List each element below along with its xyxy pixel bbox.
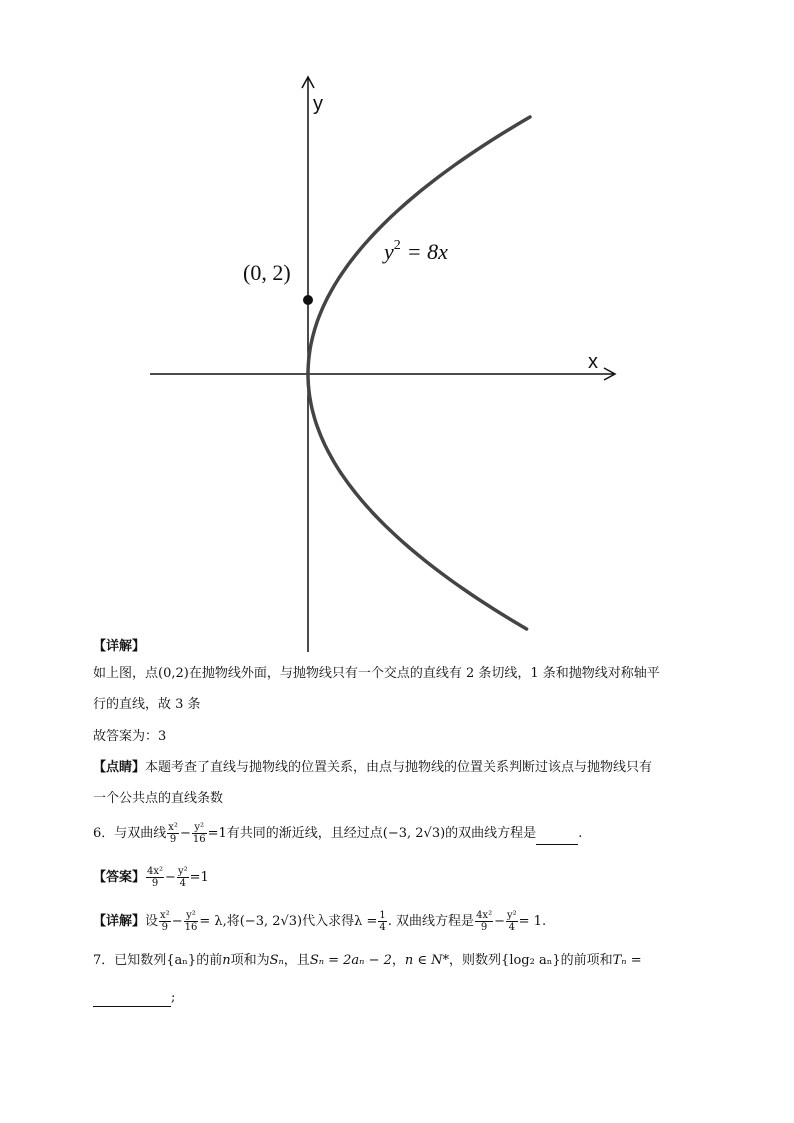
q7-end: ; <box>171 990 176 1005</box>
q7-text1: 7．已知数列 <box>93 953 167 968</box>
x-axis-label: x <box>588 351 598 373</box>
d6-fraction-2 <box>184 910 199 933</box>
a6-f2-num: y² <box>177 866 188 877</box>
comment-tag: 【点睛】 <box>93 760 146 775</box>
detail6-tag: 【详解】 <box>93 914 146 929</box>
d6-g1-den: 9 <box>480 922 488 933</box>
d6-f2-num: y² <box>184 910 199 922</box>
q6-point: (−3, 2√3) <box>382 826 446 841</box>
q6-f2-den: 16 <box>192 834 206 845</box>
d6-f1-den: 9 <box>161 922 169 933</box>
a6-eq: =1 <box>189 870 209 885</box>
q7-text6: ，则数列 <box>449 953 502 968</box>
parabola-curve <box>308 117 530 629</box>
q6-fraction-2 <box>192 822 207 845</box>
a6-fraction-1 <box>146 866 164 889</box>
a6-minus: − <box>165 870 176 885</box>
detail1-line1: 如上图，点(0,2)在抛物线外面，与抛物线只有一个交点的直线有 2 条切线，1 条和抛物线对称轴平 <box>93 666 660 681</box>
d6-sub-text2: 代入求得 <box>302 914 355 929</box>
d6-g2-den: 4 <box>508 922 515 933</box>
d6-g1-num: 4x² <box>476 910 493 921</box>
q6-f1-num: x² <box>168 822 178 833</box>
q6-eq: =1 <box>207 826 227 841</box>
d6-f2-den: 16 <box>184 922 198 933</box>
detail1-line2: 行的直线，故 3 条 <box>93 697 201 712</box>
d6-eq-end: = 1. <box>518 914 547 929</box>
detail1-tag: 【详解】 <box>93 639 146 654</box>
d6-lambda-eq: λ = <box>354 914 378 929</box>
q6-prefix: 6．与双曲线 <box>93 826 167 841</box>
d6-eq-lambda: = λ <box>199 914 223 929</box>
y-axis-label: y <box>313 93 323 115</box>
q6-f2-num: y² <box>192 822 207 834</box>
q7-sn: Sₙ <box>269 953 284 968</box>
d6-result-fraction-1 <box>475 910 493 933</box>
answer6-tag: 【答案】 <box>93 870 146 885</box>
d6-mid: . 双曲线方程是 <box>387 914 475 929</box>
q6-minus: − <box>179 826 191 841</box>
a6-fraction-2 <box>177 866 189 889</box>
a6-f2-den: 4 <box>179 878 186 889</box>
d6-lambda-fraction <box>378 910 386 933</box>
a6-f1-den: 9 <box>151 878 159 889</box>
q7-log: {log₂ aₙ} <box>501 953 561 968</box>
q7-text7: 的前项和 <box>560 953 613 968</box>
answer-6 <box>93 866 209 889</box>
comment-text1: 本题考查了直线与抛物线的位置关系，由点与抛物线的位置关系判断过该点与抛物线只有 <box>145 760 653 775</box>
point-marker <box>303 295 313 305</box>
d6-set: 设 <box>145 914 159 929</box>
q7-eq: Sₙ = 2aₙ − 2 <box>309 953 392 968</box>
q7-text4: ，且 <box>283 953 310 968</box>
detail-6 <box>93 910 546 933</box>
d6-f1-num: x² <box>160 910 170 921</box>
d6-minus: − <box>171 914 183 929</box>
q7-tn: Tₙ = <box>612 953 642 968</box>
d6-sub-text: ,将 <box>222 914 240 929</box>
q6-mid: 有共同的渐近线，且经过点 <box>226 826 383 841</box>
question-7 <box>93 952 642 970</box>
d6-result-fraction-2 <box>506 910 518 933</box>
q6-answer-blank <box>536 826 578 845</box>
d6-fraction-1 <box>159 910 171 933</box>
q6-f1-den: 9 <box>169 834 177 845</box>
q7-an: {aₙ} <box>166 953 197 968</box>
q7-text5: ， <box>391 953 405 968</box>
q7-text2: 的前 <box>196 953 223 968</box>
d6-l-den: 4 <box>379 922 386 933</box>
curve-label-exp: 2 <box>393 238 401 253</box>
q6-suffix: 的双曲线方程是 <box>445 826 537 841</box>
curve-label-base: y <box>384 239 394 264</box>
d6-minus2: − <box>494 914 505 929</box>
comment-line2: 一个公共点的直线条数 <box>93 791 224 806</box>
q6-fraction-1 <box>167 822 179 845</box>
d6-point: (−3, 2√3) <box>239 914 303 929</box>
point-label: (0, 2) <box>243 260 291 285</box>
q7-answer-blank <box>93 988 171 1007</box>
d6-g2-num: y² <box>506 910 517 921</box>
q6-end: . <box>578 826 583 841</box>
q7-nset: n ∈ N* <box>404 953 450 968</box>
curve-label <box>382 238 448 264</box>
a6-f1-num: 4x² <box>147 866 164 877</box>
q7-text3: 项和为 <box>230 953 270 968</box>
detail1-answer: 故答案为：3 <box>93 729 167 744</box>
question-6 <box>93 822 582 845</box>
curve-label-rhs: = 8x <box>406 239 448 264</box>
q7-answer-line <box>93 988 175 1007</box>
d6-l-num: 1 <box>379 910 386 921</box>
comment-line1 <box>93 759 652 777</box>
q7-n: n <box>222 953 231 968</box>
